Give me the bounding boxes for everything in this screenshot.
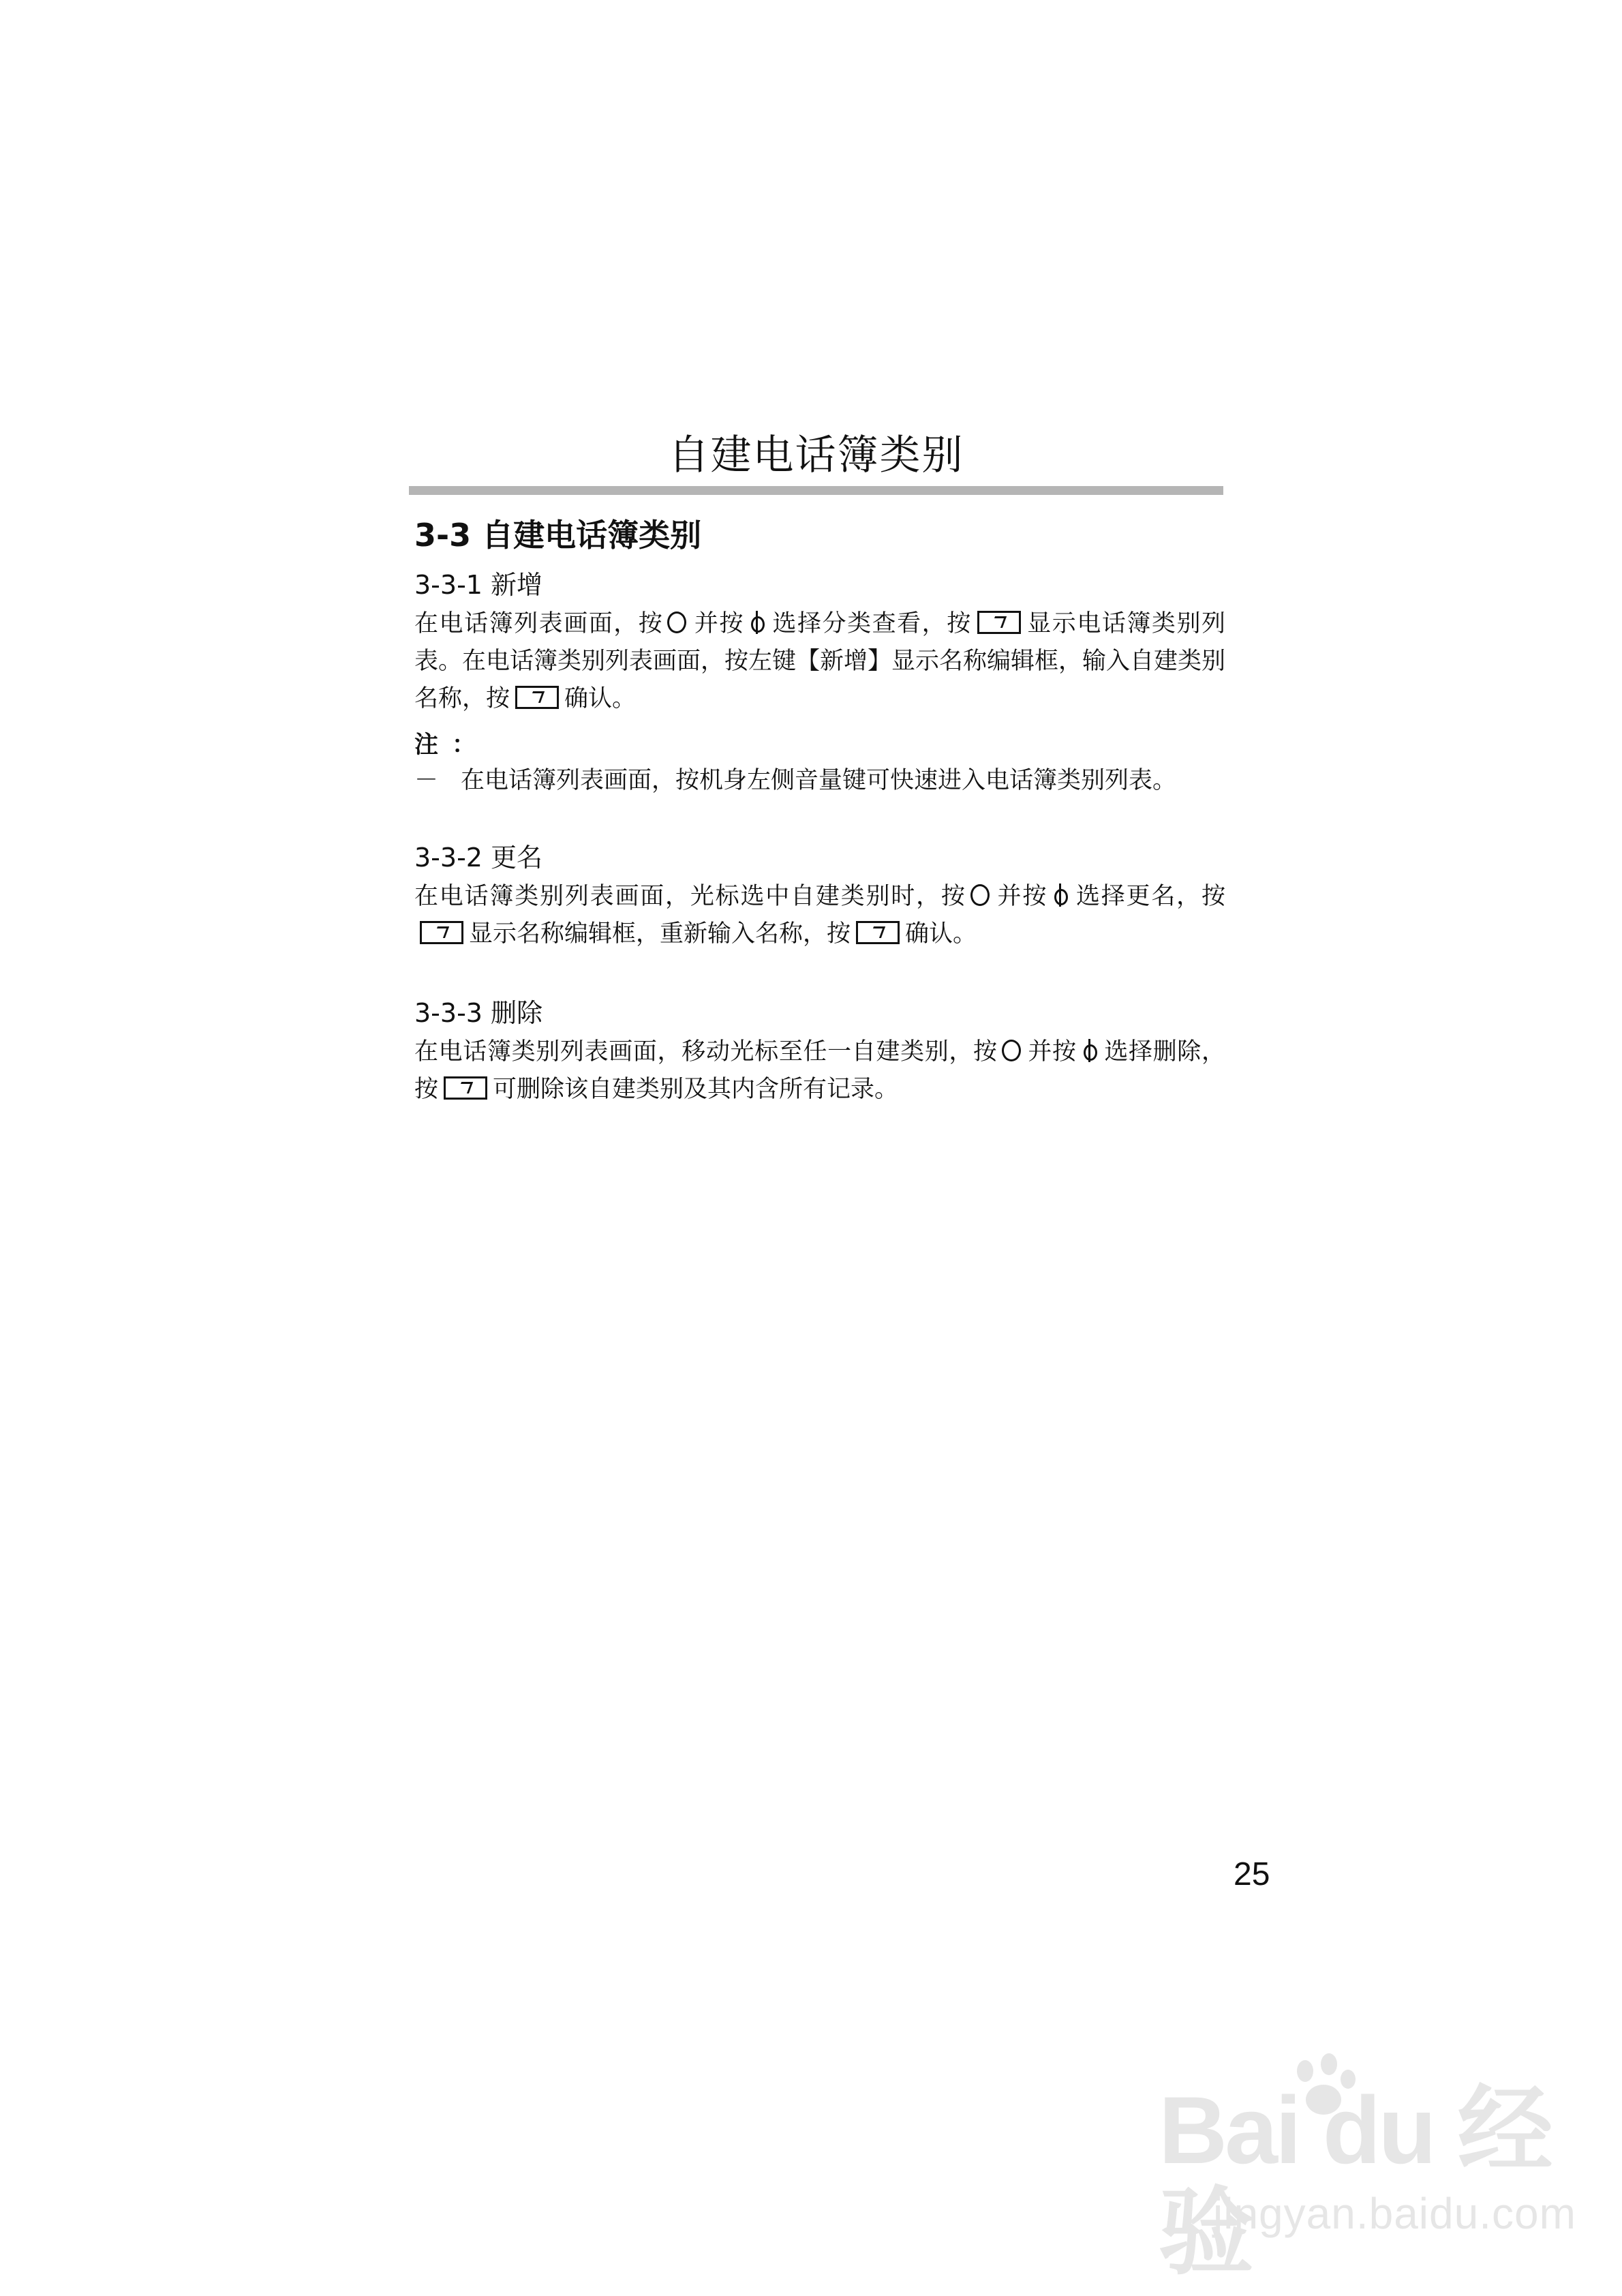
- paragraph-text: 确认。: [564, 685, 637, 712]
- note-item: [414, 762, 1232, 800]
- center-key-icon: [1002, 1040, 1021, 1061]
- subsection-heading-delete: 3-3-3 删除: [414, 998, 543, 1028]
- watermark-logo: Bai du 经验: [1159, 2076, 1550, 2286]
- center-key-icon: [667, 611, 686, 633]
- paragraph-rename: [414, 878, 1225, 953]
- section-heading: 3-3 自建电话簿类别: [414, 517, 702, 554]
- ok-key-icon: [444, 1076, 487, 1100]
- ok-key-icon: [977, 611, 1021, 634]
- paragraph-text: 并按: [693, 610, 744, 637]
- paragraph-text: 可删除该自建类别及其内含所有记录。: [493, 1076, 899, 1103]
- nav-key-icon: [750, 611, 765, 634]
- title-rule: [409, 486, 1223, 495]
- page-title: 自建电话簿类别: [668, 432, 964, 479]
- paragraph-text: 选择删除，按: [414, 1038, 1225, 1103]
- paragraph-text: 选择更名，按: [1075, 883, 1225, 910]
- paragraph-text: 显示电话簿类别列表。在电话簿类别列表画面，按左键【新增】显示名称编辑框，输入自建类别名称，按: [414, 610, 1226, 712]
- center-key-icon: [970, 884, 990, 906]
- paragraph-text: 显示名称编辑框，重新输入名称，按: [469, 920, 851, 948]
- subsection-heading-new: 3-3-1 新增: [414, 570, 543, 600]
- paragraph-new: [414, 605, 1225, 718]
- nav-key-icon: [1053, 883, 1068, 907]
- baidu-jingyan-watermark: [1159, 2072, 1576, 2286]
- subsection-heading-rename: 3-3-2 更名: [414, 843, 543, 873]
- paragraph-delete: [414, 1033, 1225, 1108]
- page-number: 25: [1234, 1856, 1270, 1892]
- ok-key-icon: [856, 921, 900, 944]
- ok-key-icon: [420, 921, 463, 944]
- paragraph-text: 并按: [1027, 1038, 1077, 1066]
- nav-key-icon: [1082, 1039, 1097, 1062]
- watermark-url: jingyan.baidu.com: [1213, 2189, 1576, 2238]
- note-dash: －: [414, 767, 439, 794]
- note-label: 注：: [414, 731, 490, 759]
- paragraph-text: 在电话簿列表画面，按: [414, 610, 664, 637]
- paragraph-text: 并按: [996, 883, 1048, 910]
- note-text: 在电话簿列表画面，按机身左侧音量键可快速进入电话簿类别列表。: [461, 767, 1177, 794]
- paragraph-text: 在电话簿类别列表画面，移动光标至任一自建类别，按: [414, 1038, 998, 1066]
- paragraph-text: 选择分类查看，按: [771, 610, 972, 637]
- paragraph-text: 确认。: [905, 920, 977, 948]
- paragraph-text: 在电话簿类别列表画面，光标选中自建类别时，按: [414, 883, 966, 910]
- ok-key-icon: [515, 686, 559, 709]
